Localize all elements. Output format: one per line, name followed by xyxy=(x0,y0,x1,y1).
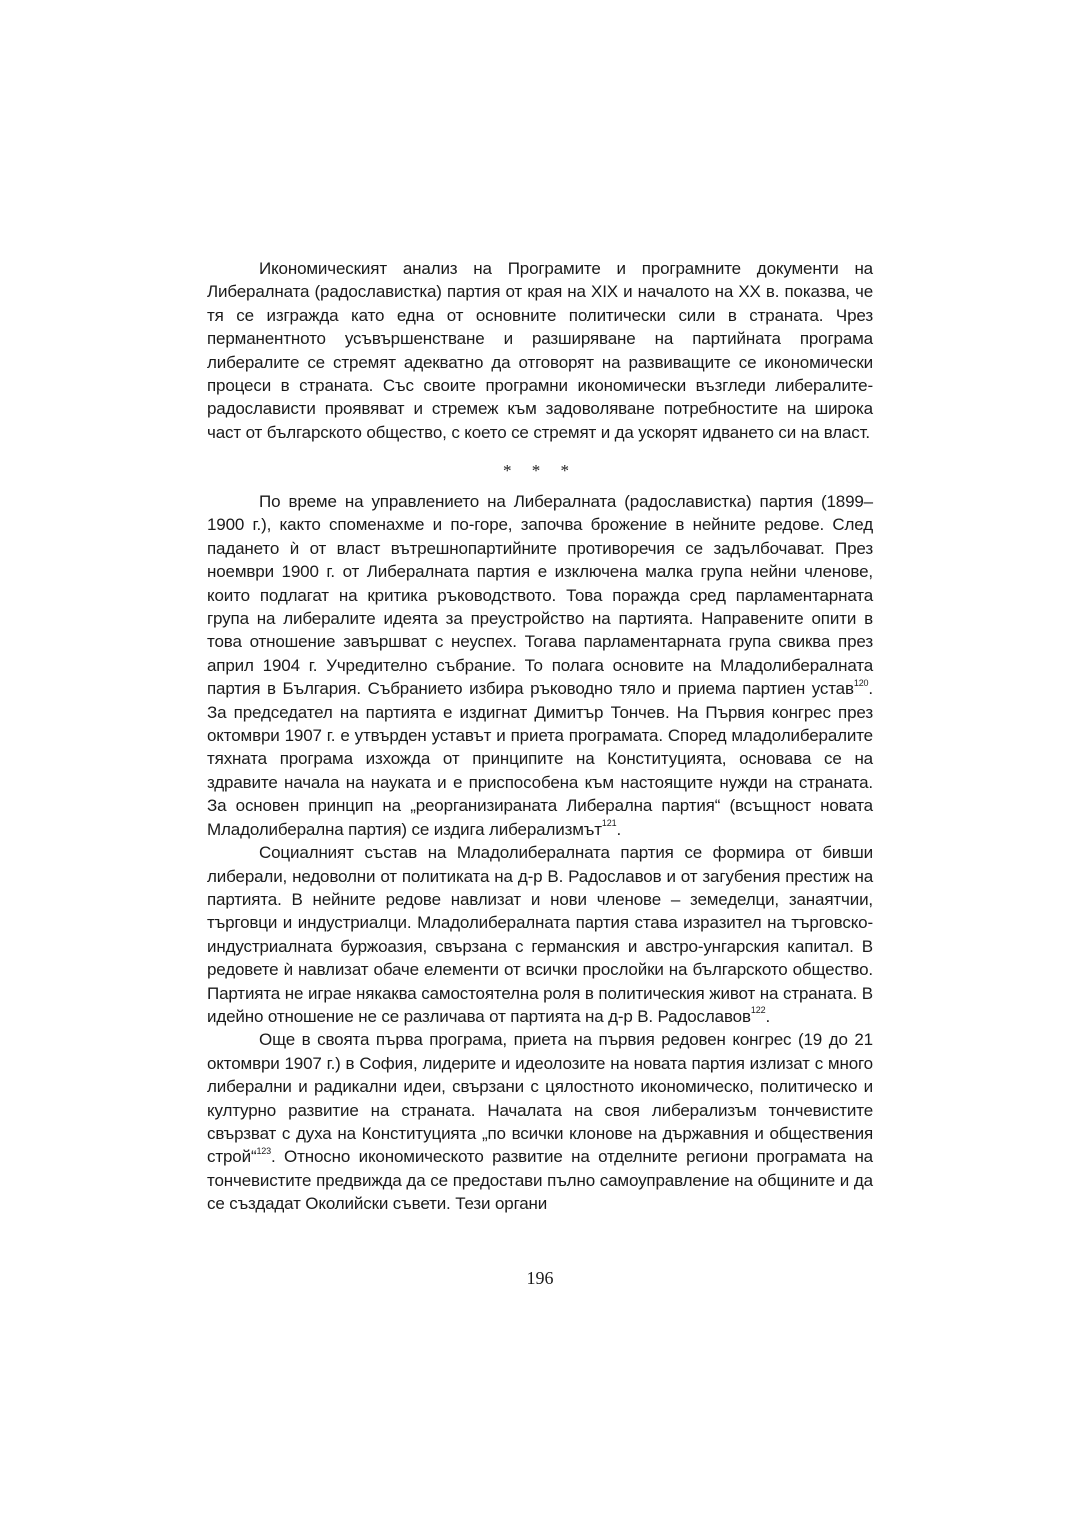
paragraph-text: Социалният състав на Младолибералната партия се формира от бивши либерали, недоволни от политиката на д-р В. Радославов и от загубения престиж на партията. В нейните редове навлизат и нови членове – земеделци, занаятчии, търговци и индустриалци. Младолибералната партия става изразител на търговско-индустриалната буржоазия, свързана с германския и австро-унгарския капитал. В редовете ѝ навлизат обаче елементи от всички прослойки на българското общество. Партията не играе някаква самостоятелна роля в политическия живот на страната. В идейно отношение не се различава от партията на д-р В. Радославов xyxy=(207,843,873,1026)
paragraph-text: . xyxy=(616,819,622,839)
page-number: 196 xyxy=(526,1268,554,1288)
footnote-ref: 120 xyxy=(853,677,869,688)
paragraph xyxy=(207,1028,873,1215)
paragraph-text: . Относно икономическото развитие на отделните региони програмата на тончевистите предвижда да се предостави пълно самоуправление на общините и да се създадат Околийски съвети. Тези органи xyxy=(207,1147,873,1214)
body-text-section-one xyxy=(207,257,873,444)
section-separator: * * * xyxy=(503,461,577,480)
footnote-ref: 123 xyxy=(256,1145,272,1156)
paragraph xyxy=(207,841,873,1028)
paragraph-text: . xyxy=(765,1006,771,1026)
paragraph: Икономическият анализ на Програмите и програмните документи на Либералната (радославистка) партия от края на XIX и началото на XX в. показва, че тя се изгражда като една от основните политически сили в страната. Чрез перманентното усъвършенстване и разширяване на партийната програма либералите се стремят адекватно да отговорят на развиващите се икономически процеси в страната. Със своите програмни икономически възгледи либералите-радослависти проявяват и стремеж към задоволяване потребностите на широка част от българското общество, с което се стремят и да ускорят идването си на власт. xyxy=(207,259,873,442)
paragraph-text: По време на управлението на Либералната (радославистка) партия (1899–1900 г.), както споменахме и по-горе, започва брожение в нейните редове. След падането ѝ от власт вътрешнопартийните противоречия се задълбочават. През ноември 1900 г. от Либералната партия е изключена малка група нейни членове, които подлагат на критика ръководството. Това поражда сред парламентарната група на либералите идеята за преустройство на партията. Направените опити в това отношение завършват с неуспех. Тогава парламентарната група свиква през април 1904 г. Учредително събрание. То полага основите на Младолибералната партия в България. Събранието избира ръководно тяло и приема партиен устав xyxy=(207,492,873,699)
paragraph-text: . За председател на партията е издигнат Димитър Тончев. На Първия конгрес през октомври 1907 г. е утвърден уставът и приета програмата. Според младолибералите тяхната програма изхожда от принципите на Конституцията, основава се на здравите начала на науката и е приспособена към настоящите нужди на страната. За основен принцип на „реорганизираната Либерална партия“ (всъщност новата Младолиберална партия) се издига либерализмът xyxy=(207,679,873,839)
footnote-ref: 122 xyxy=(750,1005,766,1016)
paragraph xyxy=(207,490,873,841)
footnote-ref: 121 xyxy=(601,818,617,829)
body-text-section-two xyxy=(207,490,873,1216)
paragraph-text: Още в своята първа програма, приета на първия редовен конгрес (19 до 21 октомври 1907 г.) в София, лидерите и идеолозите на новата партия излизат с много либерални и радикални идеи, свързани с цялостното икономическо, политическо и културно развитие на страната. Началата на своя либерализъм тончевистите свързват с духа на Конституцията „по всички клонове на държавния и обществения строй“ xyxy=(207,1030,873,1167)
